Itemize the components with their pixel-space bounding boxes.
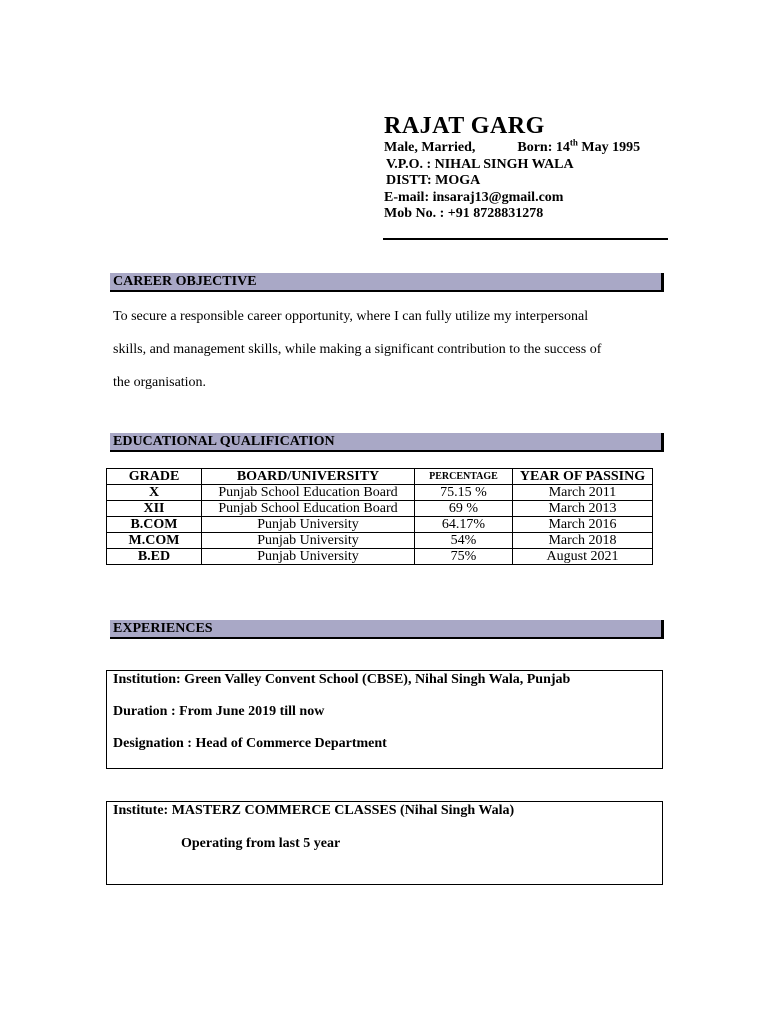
cell-percentage: 64.17% <box>415 517 513 533</box>
experience-box-school <box>106 670 663 769</box>
resume-header <box>384 112 668 223</box>
objective-line: To secure a responsible career opportunity, where I can fully utilize my interpersonal <box>113 309 589 324</box>
section-educational-qualification: EDUCATIONAL QUALIFICATION <box>110 433 664 452</box>
personal-details <box>384 137 668 157</box>
table-header-row <box>107 469 653 485</box>
address-vpo: V.P.O. : NIHAL SINGH WALA <box>386 156 574 172</box>
cell-grade: M.COM <box>107 533 202 549</box>
cell-board: Punjab University <box>202 549 415 565</box>
cell-percentage: 75% <box>415 549 513 565</box>
cell-year: March 2011 <box>513 485 653 501</box>
cell-year: March 2016 <box>513 517 653 533</box>
section-experiences: EXPERIENCES <box>110 620 664 639</box>
header-grade: GRADE <box>107 469 202 485</box>
mobile-number: Mob No. : +91 8728831278 <box>384 206 544 221</box>
experience-institute: Institute: MASTERZ COMMERCE CLASSES (Nihal Singh Wala) <box>113 803 515 818</box>
experience-note: Operating from last 5 year <box>181 836 341 851</box>
experience-duration: Duration : From June 2019 till now <box>113 704 325 719</box>
born-rest: May 1995 <box>577 140 641 155</box>
address-district: DISTT: MOGA <box>386 173 481 188</box>
header-divider <box>383 238 668 240</box>
birth-date <box>517 137 641 157</box>
cell-year: August 2021 <box>513 549 653 565</box>
cell-percentage: 75.15 % <box>415 485 513 501</box>
cell-board: Punjab University <box>202 533 415 549</box>
cell-grade: X <box>107 485 202 501</box>
header-board: BOARD/UNIVERSITY <box>202 469 415 485</box>
cell-board: Punjab School Education Board <box>202 485 415 501</box>
cell-percentage: 54% <box>415 533 513 549</box>
cell-year: March 2018 <box>513 533 653 549</box>
table-row <box>107 549 653 565</box>
section-career-objective: CAREER OBJECTIVE <box>110 273 664 292</box>
career-objective-text <box>113 306 658 405</box>
table-row <box>107 533 653 549</box>
table-row <box>107 501 653 517</box>
born-label: Born: 14 <box>517 140 570 155</box>
experience-institution: Institution: Green Valley Convent School (CBSE), Nihal Singh Wala, Punjab <box>113 672 571 687</box>
cell-board: Punjab University <box>202 517 415 533</box>
email: E-mail: insaraj13@gmail.com <box>384 189 564 205</box>
education-table <box>106 468 653 565</box>
cell-grade: B.COM <box>107 517 202 533</box>
experience-designation: Designation : Head of Commerce Department <box>113 736 387 751</box>
objective-line: skills, and management skills, while making a significant contribution to the success of <box>113 342 602 357</box>
header-percentage: PERCENTAGE <box>415 469 513 485</box>
cell-percentage: 69 % <box>415 501 513 517</box>
cell-board: Punjab School Education Board <box>202 501 415 517</box>
born-superscript: th <box>569 137 578 148</box>
experience-box-classes <box>106 801 663 885</box>
cell-grade: XII <box>107 501 202 517</box>
table-row <box>107 517 653 533</box>
candidate-name: RAJAT GARG <box>384 113 545 139</box>
cell-year: March 2013 <box>513 501 653 517</box>
header-year: YEAR OF PASSING <box>513 469 653 485</box>
cell-grade: B.ED <box>107 549 202 565</box>
table-row <box>107 485 653 501</box>
gender-marital-status: Male, Married, <box>384 140 476 155</box>
objective-line: the organisation. <box>113 375 207 390</box>
